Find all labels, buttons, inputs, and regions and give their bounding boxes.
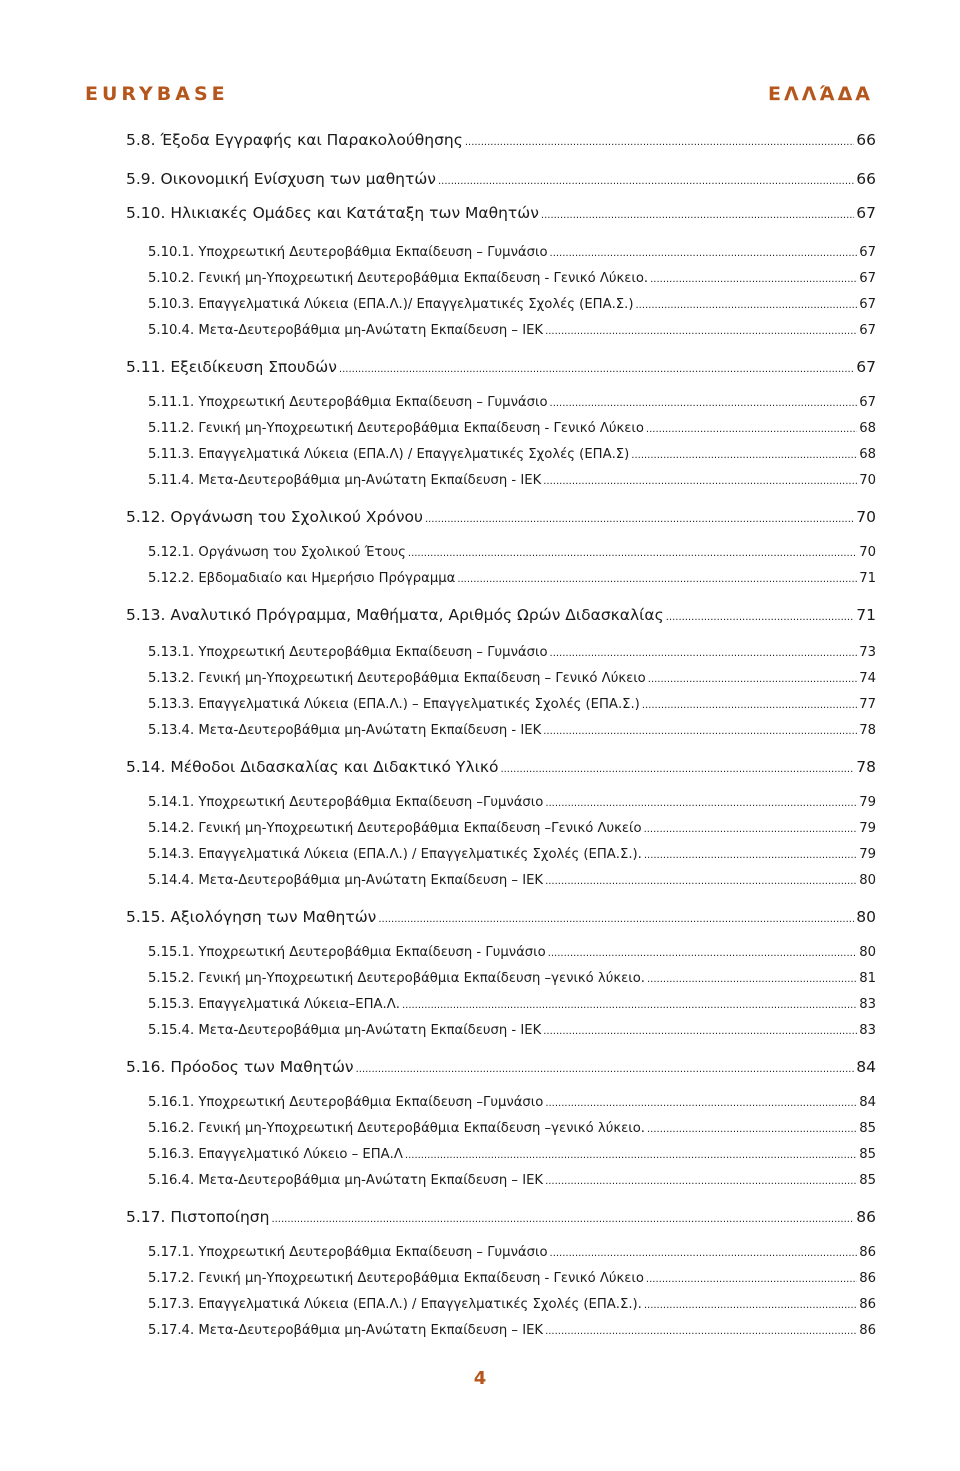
toc-entry-title: 5.11.4. Μετα-Δευτεροβάθμια μη-Ανώτατη Εκπαίδευση - ΙΕΚ: [148, 473, 542, 488]
toc-entry-title: 5.11.3. Επαγγελματικά Λύκεια (ΕΠΑ.Λ) / Επαγγελματικές Σχολές (ΕΠΑ.Σ): [148, 447, 630, 462]
toc-entry-title: 5.17. Πιστοποίηση: [126, 1208, 270, 1226]
toc-subsection-entry[interactable]: [148, 1095, 876, 1110]
toc-entry-page: 83: [859, 997, 876, 1012]
toc-dot-leader: [666, 612, 855, 623]
toc-section-entry[interactable]: [126, 204, 876, 222]
toc-subsection-entry[interactable]: [148, 971, 876, 986]
toc-section-entry[interactable]: [126, 170, 876, 188]
toc-entry-page: 85: [859, 1147, 876, 1162]
toc-subsection-entry[interactable]: [148, 245, 876, 260]
toc-entry-title: 5.9. Οικονομική Ενίσχυση των μαθητών: [126, 170, 436, 188]
toc-entry-page: 84: [859, 1095, 876, 1110]
toc-subsection-entry[interactable]: [148, 1023, 876, 1038]
toc-subsection-entry[interactable]: [148, 847, 876, 862]
toc-dot-leader: [545, 1326, 857, 1337]
toc-entry-page: 84: [856, 1058, 876, 1076]
toc-dot-leader: [647, 1124, 857, 1135]
toc-entry-page: 74: [859, 671, 876, 686]
toc-subsection-entry[interactable]: [148, 1245, 876, 1260]
toc-entry-page: 86: [859, 1323, 876, 1338]
toc-subsection-entry[interactable]: [148, 723, 876, 738]
toc-entry-page: 71: [856, 606, 876, 624]
toc-entry-page: 73: [859, 645, 876, 660]
toc-dot-leader: [647, 974, 857, 985]
toc-entry-title: 5.10. Ηλικιακές Ομάδες και Κατάταξη των Μαθητών: [126, 204, 539, 222]
toc-entry-title: 5.17.3. Επαγγελματικά Λύκεια (ΕΠΑ.Λ.) / Επαγγελματικές Σχολές (ΕΠΑ.Σ.).: [148, 1297, 642, 1312]
toc-entry-title: 5.17.4. Μετα-Δευτεροβάθμια μη-Ανώτατη Εκπαίδευση – ΙΕΚ: [148, 1323, 544, 1338]
toc-entry-title: 5.14.4. Μετα-Δευτεροβάθμια μη-Ανώτατη Εκπαίδευση – ΙΕΚ: [148, 873, 544, 888]
toc-dot-leader: [500, 764, 854, 775]
toc-entry-title: 5.14.1. Υποχρεωτική Δευτεροβάθμια Εκπαίδευση –Γυμνάσιο: [148, 795, 544, 810]
toc-entry-page: 70: [856, 508, 876, 526]
toc-dot-leader: [438, 176, 854, 187]
toc-subsection-entry[interactable]: [148, 1147, 876, 1162]
toc-entry-title: 5.8. Έξοδα Εγγραφής και Παρακολούθησης: [126, 131, 463, 149]
toc-entry-page: 67: [856, 358, 876, 376]
toc-entry-title: 5.12. Οργάνωση του Σχολικού Χρόνου: [126, 508, 423, 526]
toc-subsection-entry[interactable]: [148, 821, 876, 836]
toc-subsection-entry[interactable]: [148, 945, 876, 960]
toc-entry-title: 5.13.2. Γενική μη-Υποχρεωτική Δευτεροβάθμια Εκπαίδευση – Γενικό Λύκειο: [148, 671, 646, 686]
toc-entry-page: 86: [856, 1208, 876, 1226]
toc-subsection-entry[interactable]: [148, 297, 876, 312]
toc-entry-page: 81: [859, 971, 876, 986]
toc-entry-page: 71: [859, 571, 876, 586]
toc-entry-title: 5.16.2. Γενική μη-Υποχρεωτική Δευτεροβάθμια Εκπαίδευση –γενικό λύκειο.: [148, 1121, 645, 1136]
toc-dot-leader: [631, 450, 857, 461]
toc-dot-leader: [405, 1150, 857, 1161]
toc-entry-title: 5.10.4. Μετα-Δευτεροβάθμια μη-Ανώτατη Εκπαίδευση – ΙΕΚ: [148, 323, 544, 338]
toc-entry-title: 5.11.1. Υποχρεωτική Δευτεροβάθμια Εκπαίδευση – Γυμνάσιο: [148, 395, 548, 410]
toc-entry-title: 5.10.1. Υποχρεωτική Δευτεροβάθμια Εκπαίδευση – Γυμνάσιο: [148, 245, 548, 260]
toc-dot-leader: [465, 137, 854, 148]
toc-dot-leader: [646, 1274, 857, 1285]
toc-entry-page: 67: [859, 395, 876, 410]
toc-section-entry[interactable]: [126, 1058, 876, 1076]
toc-dot-leader: [545, 326, 857, 337]
toc-entry-page: 70: [859, 545, 876, 560]
toc-entry-page: 86: [859, 1245, 876, 1260]
toc-subsection-entry[interactable]: [148, 1271, 876, 1286]
toc-dot-leader: [550, 248, 858, 259]
toc-entry-page: 85: [859, 1173, 876, 1188]
toc-entry-title: 5.14.3. Επαγγελματικά Λύκεια (ΕΠΑ.Λ.) / Επαγγελματικές Σχολές (ΕΠΑ.Σ.).: [148, 847, 642, 862]
toc-subsection-entry[interactable]: [148, 395, 876, 410]
toc-entry-page: 67: [859, 297, 876, 312]
toc-entry-page: 66: [856, 131, 876, 149]
toc-dot-leader: [650, 274, 857, 285]
toc-dot-leader: [548, 948, 858, 959]
toc-entry-title: 5.16.1. Υποχρεωτική Δευτεροβάθμια Εκπαίδευση –Γυμνάσιο: [148, 1095, 544, 1110]
toc-subsection-entry[interactable]: [148, 997, 876, 1012]
toc-subsection-entry[interactable]: [148, 1323, 876, 1338]
toc-subsection-entry[interactable]: [148, 473, 876, 488]
toc-subsection-entry[interactable]: [148, 873, 876, 888]
toc-entry-title: 5.12.2. Εβδομαδιαίο και Ημερήσιο Πρόγραμμα: [148, 571, 456, 586]
toc-entry-page: 66: [856, 170, 876, 188]
toc-entry-page: 86: [859, 1297, 876, 1312]
toc-entry-page: 67: [859, 245, 876, 260]
toc-subsection-entry[interactable]: [148, 645, 876, 660]
toc-entry-page: 86: [859, 1271, 876, 1286]
toc-dot-leader: [541, 210, 854, 221]
toc-subsection-entry[interactable]: [148, 697, 876, 712]
toc-subsection-entry[interactable]: [148, 271, 876, 286]
toc-entry-title: 5.17.2. Γενική μη-Υποχρεωτική Δευτεροβάθμια Εκπαίδευση - Γενικό Λύκειο: [148, 1271, 644, 1286]
toc-entry-title: 5.15.1. Υποχρεωτική Δευτεροβάθμια Εκπαίδευση - Γυμνάσιο: [148, 945, 546, 960]
toc-subsection-entry[interactable]: [148, 1173, 876, 1188]
toc-entry-page: 68: [859, 421, 876, 436]
toc-entry-page: 77: [859, 697, 876, 712]
toc-entry-page: 80: [859, 873, 876, 888]
toc-entry-title: 5.10.2. Γενική μη-Υποχρεωτική Δευτεροβάθμια Εκπαίδευση - Γενικό Λύκειο.: [148, 271, 649, 286]
table-of-contents: [126, 0, 876, 1360]
toc-dot-leader: [271, 1214, 854, 1225]
toc-entry-page: 83: [859, 1023, 876, 1038]
toc-dot-leader: [545, 876, 857, 887]
toc-dot-leader: [550, 648, 858, 659]
toc-entry-title: 5.14.2. Γενική μη-Υποχρεωτική Δευτεροβάθμια Εκπαίδευση –Γενικό Λυκείο: [148, 821, 642, 836]
toc-dot-leader: [402, 1000, 857, 1011]
toc-dot-leader: [635, 300, 857, 311]
toc-dot-leader: [550, 398, 858, 409]
toc-entry-title: 5.15.2. Γενική μη-Υποχρεωτική Δευτεροβάθμια Εκπαίδευση –γενικό λύκειο.: [148, 971, 645, 986]
toc-entry-title: 5.13.4. Μετα-Δευτεροβάθμια μη-Ανώτατη Εκπαίδευση - ΙΕΚ: [148, 723, 542, 738]
toc-dot-leader: [425, 514, 854, 525]
toc-dot-leader: [545, 1098, 857, 1109]
toc-subsection-entry[interactable]: [148, 671, 876, 686]
toc-dot-leader: [545, 1176, 857, 1187]
toc-dot-leader: [644, 850, 857, 861]
toc-dot-leader: [408, 548, 857, 559]
toc-dot-leader: [543, 726, 857, 737]
toc-entry-page: 79: [859, 847, 876, 862]
toc-dot-leader: [648, 674, 857, 685]
toc-dot-leader: [545, 798, 857, 809]
toc-entry-page: 70: [859, 473, 876, 488]
toc-entry-page: 79: [859, 821, 876, 836]
toc-subsection-entry[interactable]: [148, 545, 876, 560]
toc-entry-page: 79: [859, 795, 876, 810]
toc-entry-title: 5.14. Μέθοδοι Διδασκαλίας και Διδακτικό Υλικό: [126, 758, 499, 776]
toc-entry-title: 5.12.1. Οργάνωση του Σχολικού Έτους: [148, 545, 406, 560]
toc-dot-leader: [644, 824, 858, 835]
toc-entry-page: 78: [859, 723, 876, 738]
toc-entry-title: 5.11.2. Γενική μη-Υποχρεωτική Δευτεροβάθμια Εκπαίδευση - Γενικό Λύκειο: [148, 421, 644, 436]
toc-entry-page: 85: [859, 1121, 876, 1136]
toc-subsection-entry[interactable]: [148, 571, 876, 586]
toc-dot-leader: [543, 476, 857, 487]
toc-entry-title: 5.10.3. Επαγγελματικά Λύκεια (ΕΠΑ.Λ.)/ Επαγγελματικές Σχολές (ΕΠΑ.Σ.): [148, 297, 634, 312]
toc-dot-leader: [646, 424, 857, 435]
toc-section-entry[interactable]: [126, 358, 876, 376]
toc-entry-title: 5.15.4. Μετα-Δευτεροβάθμια μη-Ανώτατη Εκπαίδευση - ΙΕΚ: [148, 1023, 542, 1038]
toc-entry-page: 67: [856, 204, 876, 222]
toc-section-entry[interactable]: [126, 606, 876, 624]
toc-entry-title: 5.13.1. Υποχρεωτική Δευτεροβάθμια Εκπαίδευση – Γυμνάσιο: [148, 645, 548, 660]
toc-section-entry[interactable]: [126, 908, 876, 926]
toc-entry-title: 5.16.3. Επαγγελματικό Λύκειο – ΕΠΑ.Λ: [148, 1147, 403, 1162]
toc-entry-title: 5.16.4. Μετα-Δευτεροβάθμια μη-Ανώτατη Εκπαίδευση – ΙΕΚ: [148, 1173, 544, 1188]
toc-dot-leader: [378, 914, 854, 925]
toc-entry-title: 5.13.3. Επαγγελματικά Λύκεια (ΕΠΑ.Λ.) – Επαγγελματικές Σχολές (ΕΠΑ.Σ.): [148, 697, 640, 712]
toc-entry-title: 5.16. Πρόοδος των Μαθητών: [126, 1058, 354, 1076]
toc-subsection-entry[interactable]: [148, 795, 876, 810]
toc-dot-leader: [457, 574, 857, 585]
header-publisher: EURYBASE: [85, 83, 229, 105]
toc-entry-title: 5.15. Αξιολόγηση των Μαθητών: [126, 908, 377, 926]
toc-dot-leader: [356, 1064, 855, 1075]
toc-entry-title: 5.17.1. Υποχρεωτική Δευτεροβάθμια Εκπαίδευση – Γυμνάσιο: [148, 1245, 548, 1260]
toc-entry-title: 5.13. Αναλυτικό Πρόγραμμα, Μαθήματα, Αριθμός Ωρών Διδασκαλίας: [126, 606, 664, 624]
toc-section-entry[interactable]: [126, 131, 876, 149]
toc-subsection-entry[interactable]: [148, 421, 876, 436]
toc-subsection-entry[interactable]: [148, 323, 876, 338]
toc-section-entry[interactable]: [126, 508, 876, 526]
toc-dot-leader: [550, 1248, 858, 1259]
toc-subsection-entry[interactable]: [148, 1121, 876, 1136]
toc-entry-page: 67: [859, 323, 876, 338]
toc-subsection-entry[interactable]: [148, 447, 876, 462]
toc-dot-leader: [644, 1300, 857, 1311]
toc-entry-title: 5.11. Εξειδίκευση Σπουδών: [126, 358, 337, 376]
toc-entry-page: 80: [859, 945, 876, 960]
toc-entry-page: 67: [859, 271, 876, 286]
toc-dot-leader: [339, 364, 854, 375]
toc-section-entry[interactable]: [126, 758, 876, 776]
toc-section-entry[interactable]: [126, 1208, 876, 1226]
toc-dot-leader: [543, 1026, 857, 1037]
page-number: 4: [473, 1368, 487, 1389]
toc-entry-page: 68: [859, 447, 876, 462]
toc-entry-page: 80: [856, 908, 876, 926]
header-country: ΕΛΛΆΔΑ: [768, 83, 873, 105]
toc-entry-title: 5.15.3. Επαγγελματικά Λύκεια–ΕΠΑ.Λ.: [148, 997, 400, 1012]
toc-entry-page: 78: [856, 758, 876, 776]
toc-dot-leader: [642, 700, 857, 711]
toc-subsection-entry[interactable]: [148, 1297, 876, 1312]
